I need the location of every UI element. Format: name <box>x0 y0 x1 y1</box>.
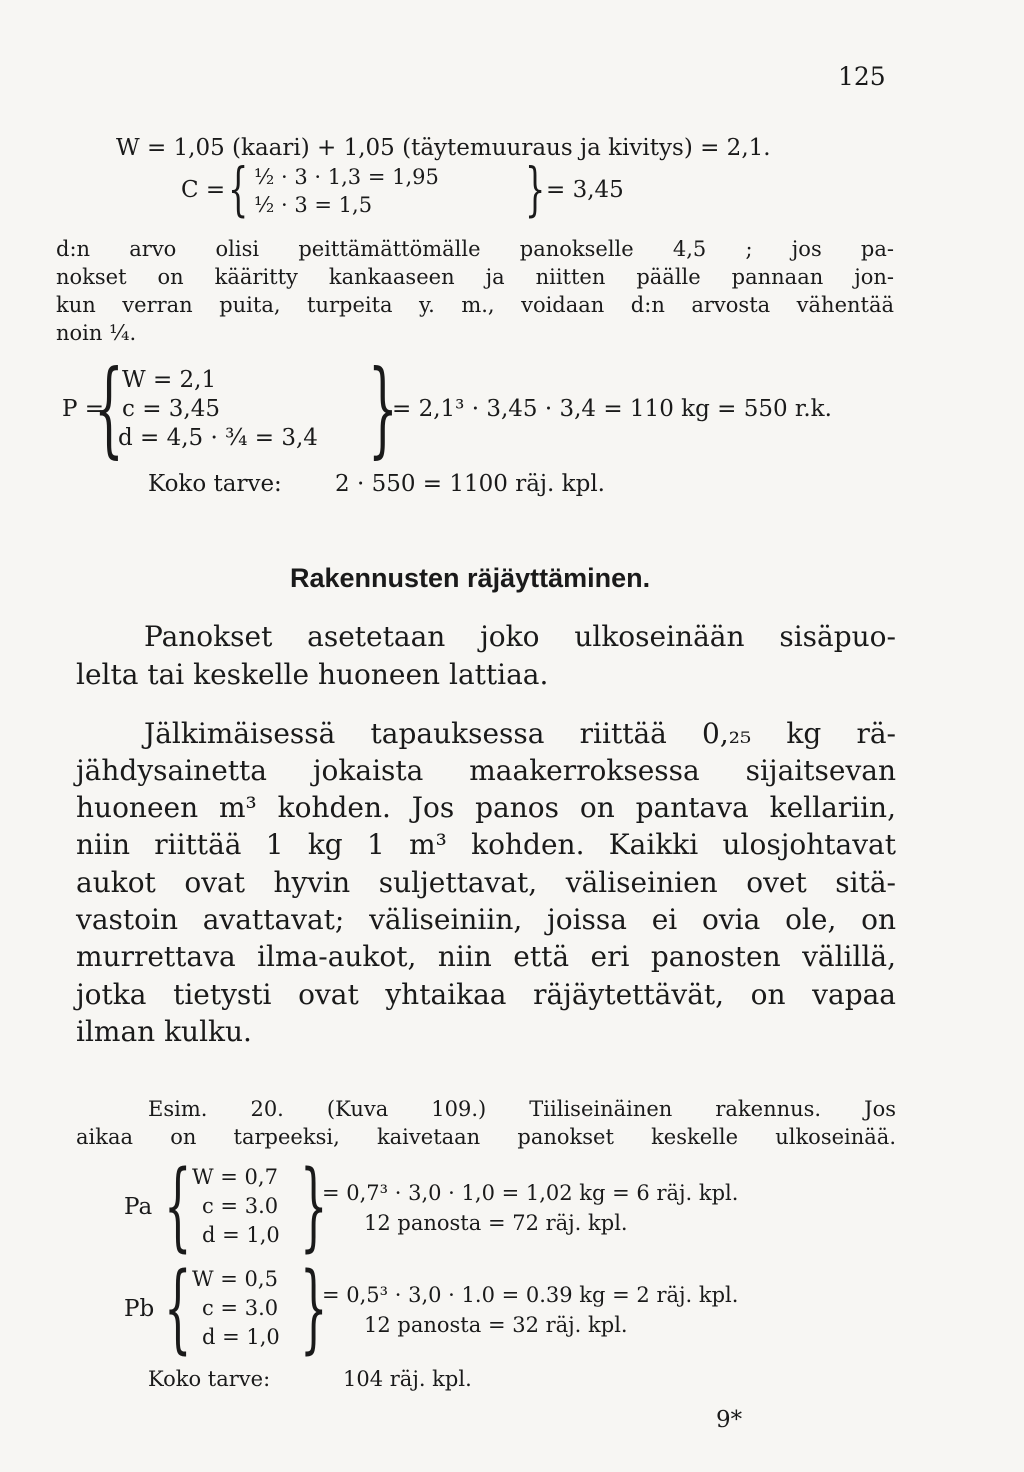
paragraph-line: murrettava ilma-aukot, niin että eri panosten välillä, <box>76 940 896 973</box>
example-line: Esim. 20. (Kuva 109.) Tiiliseinäinen rakennus. Jos <box>148 1097 896 1121</box>
c-row-1: ½ · 3 · 1,3 = 1,95 <box>254 165 439 189</box>
note-line: d:n arvo olisi peittämättömälle panokselle 4,5 ; jos pa- <box>56 237 894 261</box>
paragraph-line: ilman kulku. <box>76 1015 252 1048</box>
pb-c: c = 3.0 <box>202 1296 279 1320</box>
pb-right-brace: } <box>300 1252 328 1364</box>
pa-d: d = 1,0 <box>202 1223 280 1247</box>
pa-w: W = 0,7 <box>192 1165 278 1189</box>
koko-label: Koko tarve: <box>148 471 282 497</box>
page-number: 125 <box>838 62 886 91</box>
c-left-brace: { <box>228 155 249 223</box>
p-right-brace: } <box>368 347 398 469</box>
pa-left-brace: { <box>164 1150 192 1262</box>
paragraph-line: vastoin avattavat; väliseiniin, joissa ei ovia ole, on <box>76 903 896 936</box>
section-heading: Rakennusten räjäyttäminen. <box>290 563 651 593</box>
paragraph-line: huoneen m³ kohden. Jos panos on pantava kellariin, <box>76 791 896 824</box>
paragraph-line: aukot ovat hyvin suljettavat, väliseinien ovet sitä- <box>76 866 896 899</box>
paragraph-line: lelta tai keskelle huoneen lattiaa. <box>76 658 549 691</box>
c-row-2: ½ · 3 = 1,5 <box>254 193 373 217</box>
note-line: kun verran puita, turpeita y. m., voidaan d:n arvosta vähentää <box>56 293 894 317</box>
pa-right-brace: } <box>300 1150 328 1262</box>
paragraph-line: niin riittää 1 kg 1 m³ kohden. Kaikki ulosjohtavat <box>76 828 896 861</box>
pa-result-2: 12 panosta = 72 räj. kpl. <box>364 1211 628 1235</box>
w-formula: W = 1,05 (kaari) + 1,05 (täytemuuraus ja kivitys) = 2,1. <box>116 135 771 161</box>
pb-d: d = 1,0 <box>202 1325 280 1349</box>
pa-c: c = 3.0 <box>202 1194 279 1218</box>
koko-tarve-label: Koko tarve: <box>148 1367 271 1391</box>
pb-w: W = 0,5 <box>192 1267 278 1291</box>
p-row-c: c = 3,45 <box>122 396 220 422</box>
p-left-brace: { <box>94 347 124 469</box>
paragraph-line: jähdysainetta jokaista maakerroksessa sijaitsevan <box>76 754 896 787</box>
paragraph-line: Jälkimäisessä tapauksessa riittää 0,₂₅ kg rä- <box>144 717 896 750</box>
p-row-d: d = 4,5 · ¾ = 3,4 <box>118 425 318 451</box>
paragraph-line: Panokset asetetaan joko ulkoseinään sisäpuo- <box>144 620 896 653</box>
p-row-w: W = 2,1 <box>122 367 217 393</box>
p-label: P = <box>62 396 105 422</box>
pa-label: Pa <box>124 1194 153 1220</box>
example-line: aikaa on tarpeeksi, kaivetaan panokset keskelle ulkoseinää. <box>76 1125 896 1149</box>
pb-left-brace: { <box>164 1252 192 1364</box>
p-result: = 2,1³ · 3,45 · 3,4 = 110 kg = 550 r.k. <box>392 396 832 422</box>
pb-result-2: 12 panosta = 32 räj. kpl. <box>364 1313 628 1337</box>
koko-tarve-value: 104 räj. kpl. <box>343 1367 472 1391</box>
note-line: noin ¼. <box>56 321 137 345</box>
signature-mark: 9* <box>716 1407 743 1433</box>
c-right-brace: } <box>525 155 546 223</box>
note-line: nokset on kääritty kankaaseen ja niitten päälle pannaan jon- <box>56 265 894 289</box>
pa-result-1: = 0,7³ · 3,0 · 1,0 = 1,02 kg = 6 räj. kpl. <box>322 1181 739 1205</box>
c-label: C = <box>181 177 226 203</box>
pb-label: Pb <box>124 1296 155 1322</box>
koko-value: 2 · 550 = 1100 räj. kpl. <box>335 471 605 497</box>
pb-result-1: = 0,5³ · 3,0 · 1.0 = 0.39 kg = 2 räj. kpl. <box>322 1283 739 1307</box>
paragraph-line: jotka tietysti ovat yhtaikaa räjäytettävät, on vapaa <box>76 978 896 1011</box>
c-result: = 3,45 <box>546 177 624 203</box>
